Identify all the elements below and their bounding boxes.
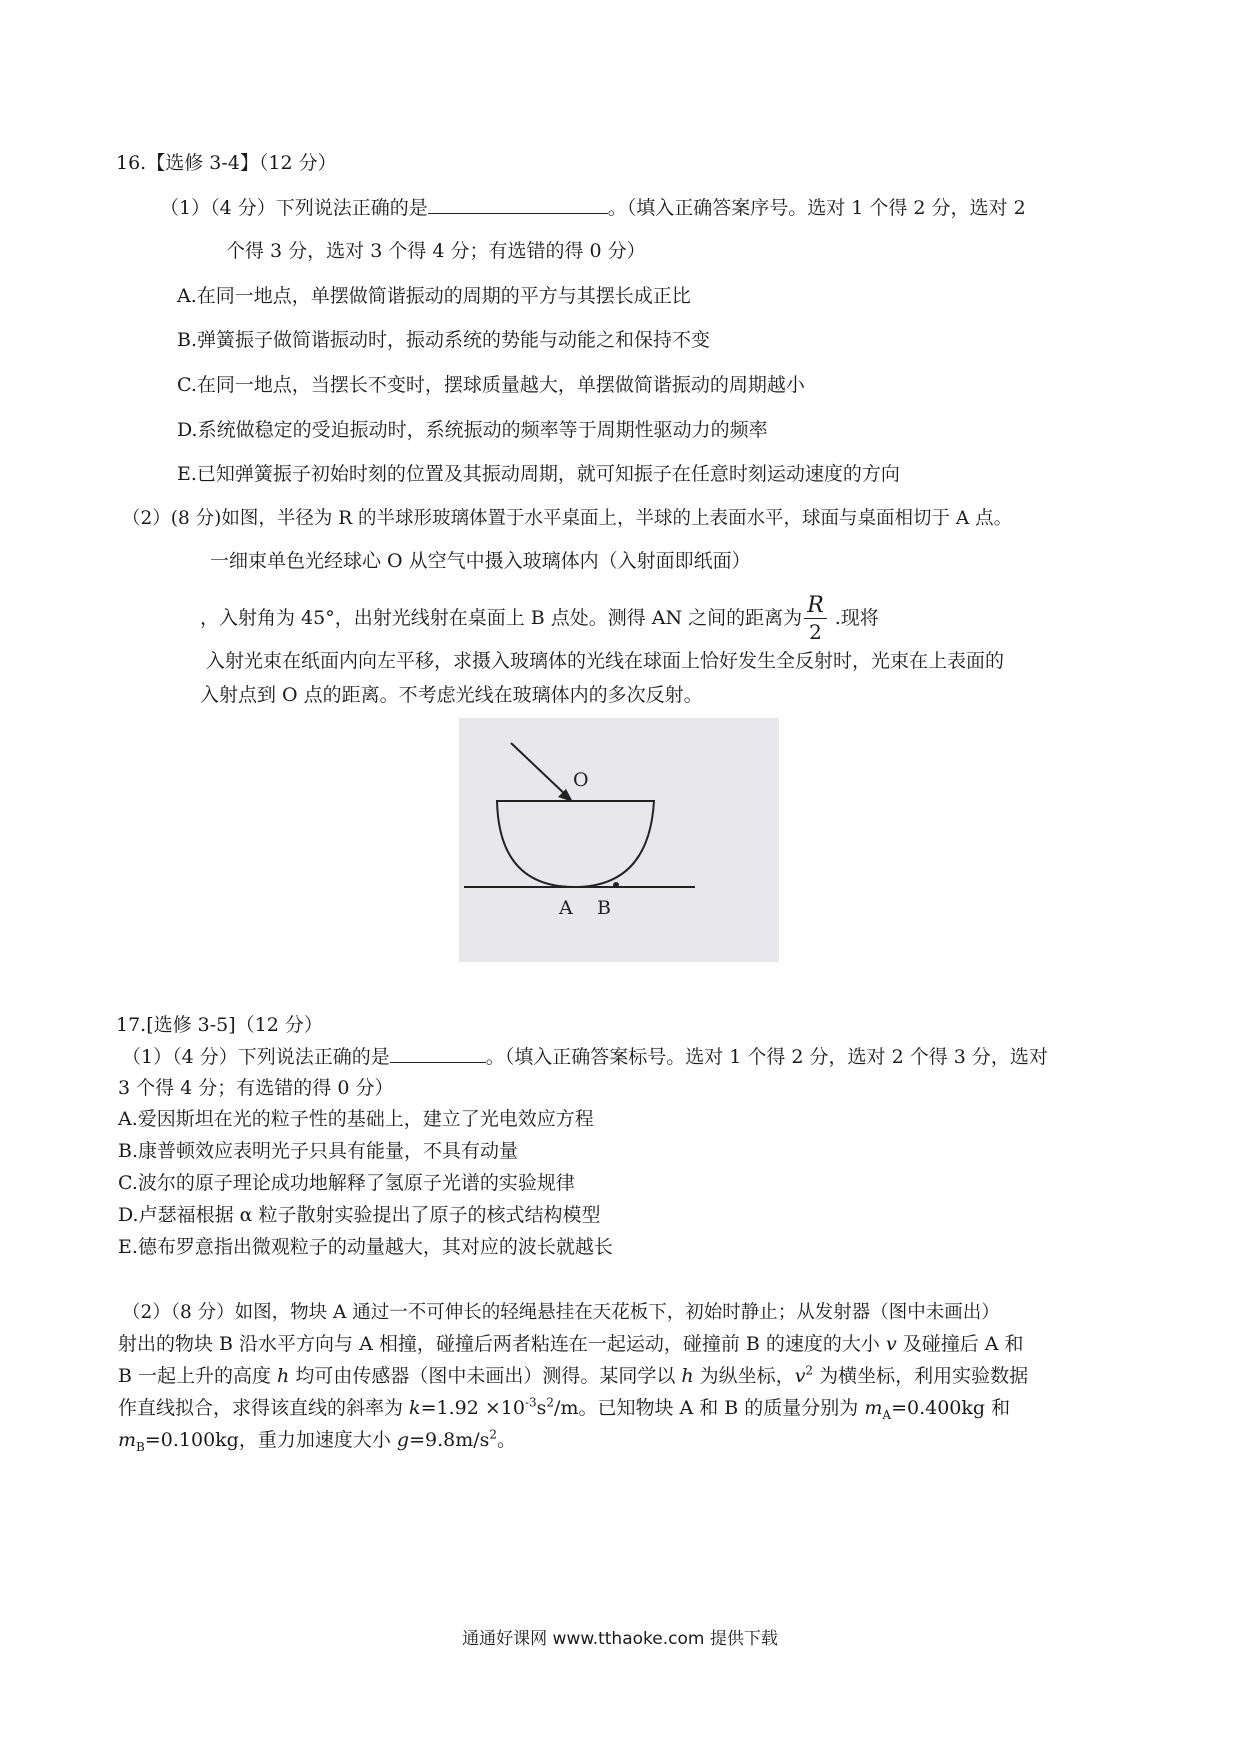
q17-part2-line4-text-e: =0.400kg 和 [891,1397,1011,1419]
hemisphere-diagram [459,718,779,962]
q17-part2-line5 [118,1427,516,1453]
q16-option-a: A.在同一地点，单摆做简谐振动的周期的平方与其摆长成正比 [177,285,691,307]
q17-part2-line4 [118,1395,1010,1421]
q17-option-d: D.卢瑟福根据 α 粒子散射实验提出了原子的核式结构模型 [118,1204,601,1226]
q16-part2-line1: （2）(8 分)如图，半径为 R 的半球形玻璃体置于水平桌面上，半球的上表面水平，球面与桌面相切于 A 点。 [122,508,1013,529]
exponent: -3 [524,1395,537,1410]
incident-ray-line [511,743,569,798]
var-m-b: m [118,1429,137,1451]
q16-option-c: C.在同一地点，当摆长不变时，摆球质量越大，单摆做简谐振动的周期越小 [177,374,805,396]
q17-part2-line3-text-b: 均可由传感器（图中未画出）测得。某同学以 [289,1365,682,1387]
q16-part2-line5: 入射点到 O 点的距离。不考虑光线在玻璃体内的多次反射。 [200,684,703,706]
q16-option-b: B.弹簧振子做简谐振动时，振动系统的势能与动能之和保持不变 [177,329,711,351]
q17-part1-line1 [122,1044,1048,1070]
fraction-numerator: R [804,594,827,619]
q17-answer-blank[interactable] [390,1046,486,1063]
q16-part2-line3-end: .现将 [834,607,879,629]
q17-part2-line4-text-b: =1.92 ×10 [420,1397,525,1419]
q17-part2-line2-text-b: 及碰撞后 A 和 [896,1333,1024,1355]
var-v: v [885,1333,897,1355]
q16-part2-line3 [200,590,879,646]
hemisphere-outline [497,801,654,887]
q17-part2-line5-text-c: 。 [497,1429,517,1451]
q17-option-e: E.德布罗意指出微观粒子的动量越大，其对应的波长就越长 [118,1236,613,1258]
page-footer: 通通好课网 www.tthaoke.com 提供下载 [462,1629,778,1649]
fraction-denominator: 2 [809,619,822,644]
point-b-marker [613,882,619,888]
unit-s: s [536,1397,547,1419]
r-over-2-fraction [804,594,827,645]
superscript-2: 2 [805,1363,814,1378]
label-a: A [559,897,573,919]
superscript-2-g: 2 [489,1427,498,1442]
q17-part2-line1: （2）（8 分）如图，物块 A 通过一不可伸长的轻绳悬挂在天花板下，初始时静止；从发射器（图中未画出） [122,1302,1000,1323]
label-o: O [573,769,589,791]
q16-part1-intro [160,195,1026,221]
q17-option-c: C.波尔的原子理论成功地解释了氢原子光谱的实验规律 [118,1172,575,1194]
q16-part2-line3-text: ，入射角为 45°，出射光线射在桌面上 B 点处。测得 AN 之间的距离为 [200,607,803,629]
q17-part2-line4-text-a: 作直线拟合，求得该直线的斜率为 [118,1397,410,1419]
q16-option-d: D.系统做稳定的受迫振动时，系统振动的频率等于周期性驱动力的频率 [177,419,768,441]
q17-part2-line5-text-a: =0.100kg，重力加速度大小 [144,1429,397,1451]
var-m-a: m [864,1397,883,1419]
q17-part2-line3-text-c: 为纵坐标， [693,1365,795,1387]
q16-part1-text-c: 个得 3 分，选对 3 个得 4 分；有选错的得 0 分） [226,240,646,262]
q17-part1-text-a: （1）（4 分）下列说法正确的是 [122,1046,390,1068]
q16-answer-blank[interactable] [428,197,608,214]
hemisphere-figure [459,718,779,962]
var-h: h [277,1365,290,1387]
var-v-squared: v [794,1365,806,1387]
q17-part2-line4-text-d: /m。已知物块 A 和 B 的质量分别为 [554,1397,865,1419]
subscript-b: B [136,1439,145,1454]
q17-option-a: A.爱因斯坦在光的粒子性的基础上，建立了光电效应方程 [118,1108,594,1130]
q17-part2-line3-text-a: B 一起上升的高度 [118,1365,278,1387]
q16-part2-line2: 一细束单色光经球心 O 从空气中摄入玻璃体内（入射面即纸面） [210,550,751,572]
q17-part2-line2-text-a: 射出的物块 B 沿水平方向与 A 相撞，碰撞后两者粘连在一起运动，碰撞前 B 的速度的大小 [118,1333,886,1355]
q17-part2-line3-text-d: 为横坐标，利用实验数据 [813,1365,1029,1387]
subscript-a: A [882,1407,892,1422]
q17-part1-text-b: 。（填入正确答案标号。选对 1 个得 2 分，选对 2 个得 3 分，选对 [485,1046,1048,1068]
q16-part1-text-b: 。（填入正确答案序号。选对 1 个得 2 分，选对 2 [607,197,1026,219]
q17-option-b: B.康普顿效应表明光子只具有能量，不具有动量 [118,1140,519,1162]
q17-title: 17.[选修 3-5]（12 分） [116,1014,323,1036]
q17-part2-line3 [118,1363,1028,1389]
q16-part1-text-a: （1）（4 分）下列说法正确的是 [160,197,428,219]
var-g: g [396,1429,410,1451]
label-b: B [597,897,611,919]
q17-part2-line2 [118,1331,1024,1357]
unit-s-squared: 2 [546,1395,555,1410]
var-k: k [409,1397,421,1419]
q16-title: 16.【选修 3-4】（12 分） [116,152,337,174]
q17-part2-line5-text-b: =9.8m/s [409,1429,490,1451]
q17-part1-line2: 3 个得 4 分；有选错的得 0 分） [118,1077,394,1099]
q16-option-e: E.已知弹簧振子初始时刻的位置及其振动周期，就可知振子在任意时刻运动速度的方向 [177,463,900,485]
q16-part2-line4: 入射光束在纸面内向左平移，求摄入玻璃体的光线在球面上恰好发生全反射时，光束在上表面的 [206,650,1005,672]
var-h-2: h [681,1365,694,1387]
